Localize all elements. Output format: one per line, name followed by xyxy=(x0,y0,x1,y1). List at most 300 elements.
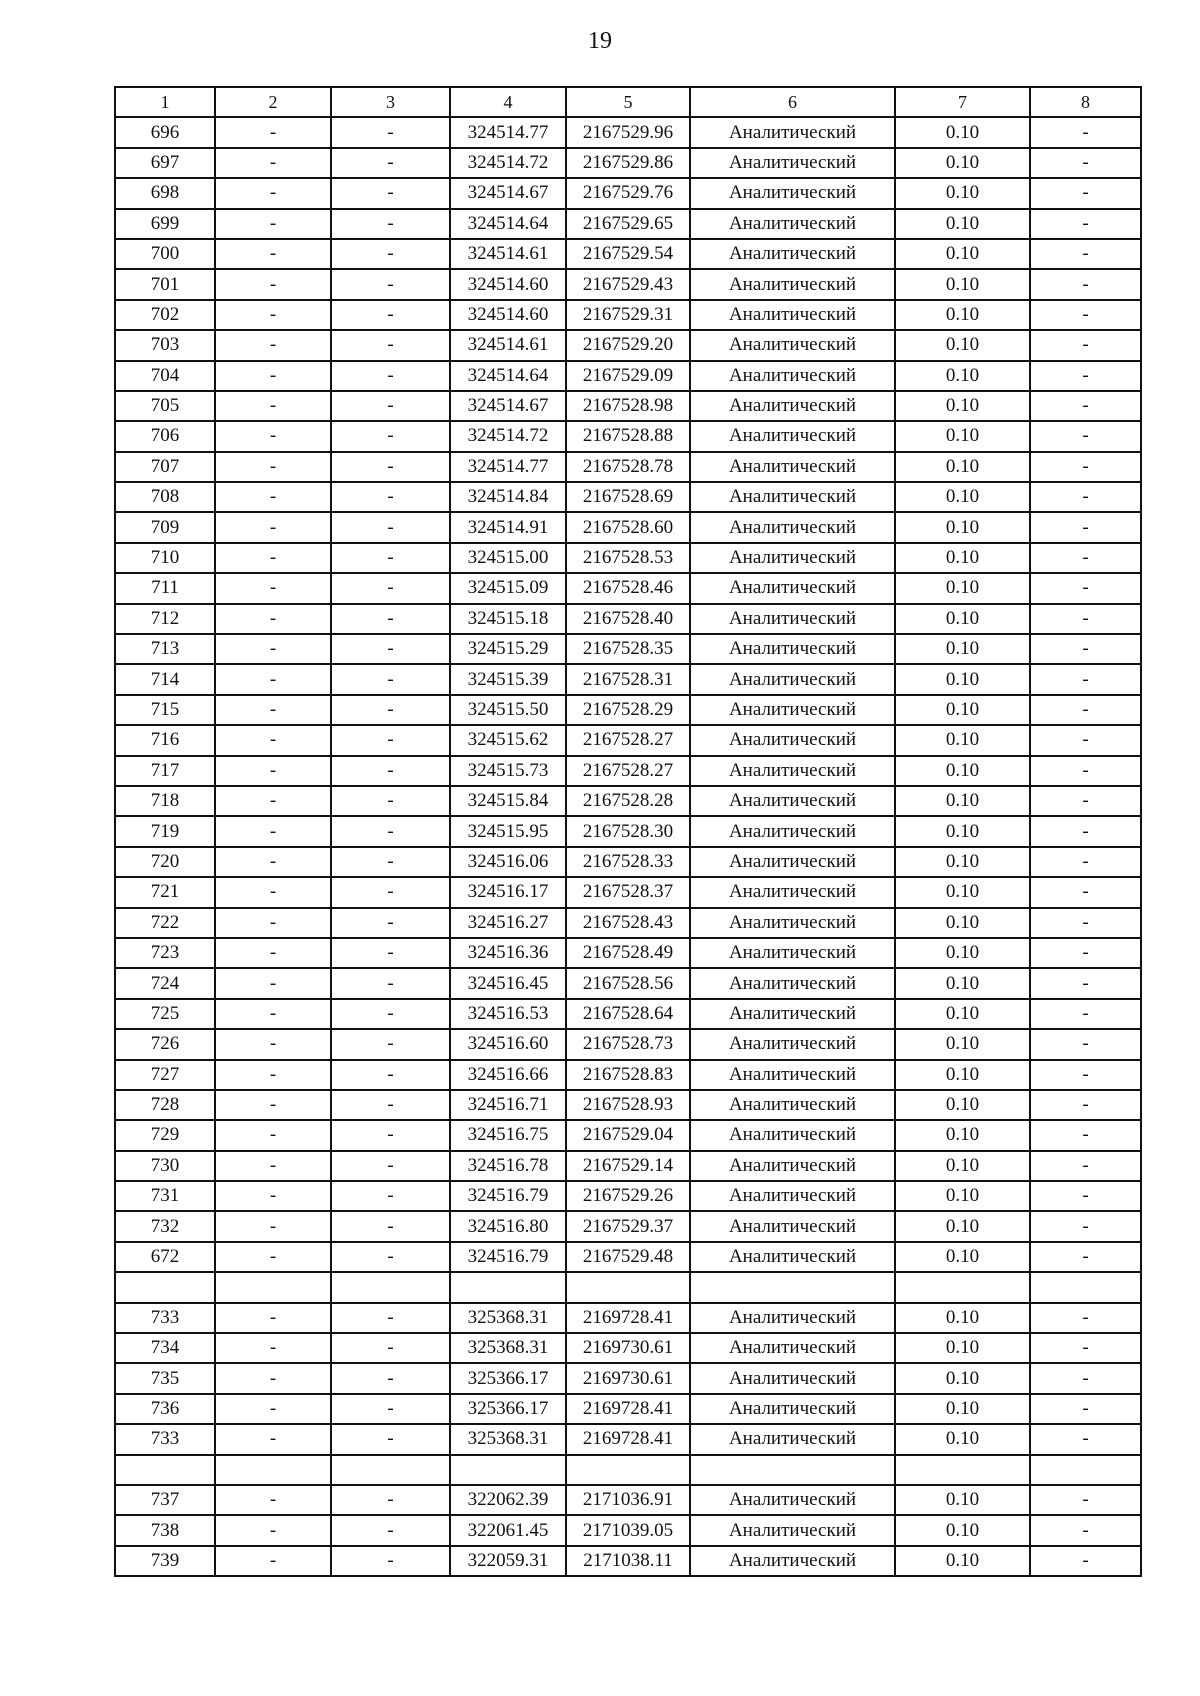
col3-cell: - xyxy=(331,1515,450,1545)
x-coordinate-cell: 324515.73 xyxy=(450,756,566,786)
x-coordinate-cell: 324514.84 xyxy=(450,482,566,512)
y-coordinate-cell: 2167528.60 xyxy=(566,512,690,542)
col8-cell: - xyxy=(1030,1181,1141,1211)
method-cell: Аналитический xyxy=(690,1333,895,1363)
col3-cell: - xyxy=(331,816,450,846)
point-number-cell: 708 xyxy=(115,482,215,512)
col3-cell: - xyxy=(331,1029,450,1059)
table-row xyxy=(115,664,1141,694)
col2-cell: - xyxy=(215,543,331,573)
x-coordinate-cell: 322059.31 xyxy=(450,1546,566,1576)
y-coordinate-cell: 2167529.48 xyxy=(566,1242,690,1272)
y-coordinate-cell: 2167529.14 xyxy=(566,1151,690,1181)
col2-cell: - xyxy=(215,1363,331,1393)
point-number-cell: 696 xyxy=(115,117,215,147)
column-header: 3 xyxy=(331,87,450,117)
x-coordinate-cell: 324514.61 xyxy=(450,330,566,360)
method-cell: Аналитический xyxy=(690,1060,895,1090)
method-cell: Аналитический xyxy=(690,695,895,725)
col8-cell: - xyxy=(1030,1120,1141,1150)
table-row xyxy=(115,1242,1141,1272)
table-row xyxy=(115,1181,1141,1211)
table-row xyxy=(115,421,1141,451)
y-coordinate-cell: 2167528.88 xyxy=(566,421,690,451)
col2-cell: - xyxy=(215,1394,331,1424)
table-row xyxy=(115,1303,1141,1333)
x-coordinate-cell: 324514.72 xyxy=(450,421,566,451)
col2-cell: - xyxy=(215,269,331,299)
point-number-cell: 725 xyxy=(115,999,215,1029)
col2-cell: - xyxy=(215,1211,331,1241)
table-row xyxy=(115,1515,1141,1545)
col8-cell: - xyxy=(1030,482,1141,512)
column-header: 4 xyxy=(450,87,566,117)
col8-cell: - xyxy=(1030,239,1141,269)
table-row xyxy=(115,786,1141,816)
method-cell: Аналитический xyxy=(690,391,895,421)
y-coordinate-cell: 2167528.31 xyxy=(566,664,690,694)
method-cell xyxy=(690,1272,895,1302)
point-number-cell: 719 xyxy=(115,816,215,846)
col8-cell: - xyxy=(1030,421,1141,451)
accuracy-cell: 0.10 xyxy=(895,361,1030,391)
col3-cell: - xyxy=(331,725,450,755)
point-number-cell: 728 xyxy=(115,1090,215,1120)
y-coordinate-cell: 2167528.93 xyxy=(566,1090,690,1120)
col2-cell: - xyxy=(215,1029,331,1059)
y-coordinate-cell: 2171038.11 xyxy=(566,1546,690,1576)
point-number-cell: 717 xyxy=(115,756,215,786)
table-row xyxy=(115,330,1141,360)
table-row xyxy=(115,178,1141,208)
y-coordinate-cell: 2167529.96 xyxy=(566,117,690,147)
accuracy-cell: 0.10 xyxy=(895,725,1030,755)
col8-cell: - xyxy=(1030,209,1141,239)
x-coordinate-cell: 324514.60 xyxy=(450,300,566,330)
table-row xyxy=(115,361,1141,391)
x-coordinate-cell: 324515.09 xyxy=(450,573,566,603)
coordinates-table xyxy=(114,86,1142,1577)
x-coordinate-cell: 324514.64 xyxy=(450,361,566,391)
point-number-cell: 738 xyxy=(115,1515,215,1545)
x-coordinate-cell: 324514.72 xyxy=(450,148,566,178)
y-coordinate-cell: 2167528.53 xyxy=(566,543,690,573)
x-coordinate-cell: 324516.80 xyxy=(450,1211,566,1241)
col3-cell: - xyxy=(331,877,450,907)
point-number-cell: 729 xyxy=(115,1120,215,1150)
col2-cell: - xyxy=(215,178,331,208)
point-number-cell: 703 xyxy=(115,330,215,360)
table-row xyxy=(115,573,1141,603)
col3-cell: - xyxy=(331,1363,450,1393)
method-cell: Аналитический xyxy=(690,847,895,877)
col2-cell: - xyxy=(215,300,331,330)
y-coordinate-cell: 2167528.40 xyxy=(566,604,690,634)
method-cell: Аналитический xyxy=(690,968,895,998)
col8-cell: - xyxy=(1030,452,1141,482)
table-row xyxy=(115,1272,1141,1302)
col3-cell: - xyxy=(331,1485,450,1515)
point-number-cell: 712 xyxy=(115,604,215,634)
table-row xyxy=(115,1211,1141,1241)
col8-cell: - xyxy=(1030,512,1141,542)
accuracy-cell: 0.10 xyxy=(895,148,1030,178)
method-cell: Аналитический xyxy=(690,1211,895,1241)
x-coordinate-cell: 324515.18 xyxy=(450,604,566,634)
col3-cell: - xyxy=(331,512,450,542)
point-number-cell: 672 xyxy=(115,1242,215,1272)
x-coordinate-cell xyxy=(450,1272,566,1302)
col2-cell: - xyxy=(215,634,331,664)
col8-cell: - xyxy=(1030,1546,1141,1576)
accuracy-cell: 0.10 xyxy=(895,664,1030,694)
accuracy-cell: 0.10 xyxy=(895,391,1030,421)
x-coordinate-cell: 324516.45 xyxy=(450,968,566,998)
point-number-cell: 710 xyxy=(115,543,215,573)
col2-cell: - xyxy=(215,756,331,786)
y-coordinate-cell: 2167528.30 xyxy=(566,816,690,846)
col8-cell: - xyxy=(1030,391,1141,421)
col8-cell: - xyxy=(1030,117,1141,147)
table-row xyxy=(115,1060,1141,1090)
table-row xyxy=(115,1363,1141,1393)
col3-cell: - xyxy=(331,664,450,694)
col8-cell: - xyxy=(1030,756,1141,786)
col3-cell: - xyxy=(331,330,450,360)
col8-cell: - xyxy=(1030,148,1141,178)
table-row xyxy=(115,816,1141,846)
col3-cell: - xyxy=(331,1424,450,1454)
method-cell: Аналитический xyxy=(690,999,895,1029)
col3-cell: - xyxy=(331,269,450,299)
col2-cell: - xyxy=(215,725,331,755)
col2-cell: - xyxy=(215,1181,331,1211)
col8-cell: - xyxy=(1030,178,1141,208)
method-cell: Аналитический xyxy=(690,725,895,755)
point-number-cell: 721 xyxy=(115,877,215,907)
y-coordinate-cell: 2167528.37 xyxy=(566,877,690,907)
col8-cell: - xyxy=(1030,847,1141,877)
method-cell: Аналитический xyxy=(690,209,895,239)
col2-cell: - xyxy=(215,938,331,968)
col8-cell: - xyxy=(1030,999,1141,1029)
accuracy-cell: 0.10 xyxy=(895,1394,1030,1424)
col3-cell: - xyxy=(331,999,450,1029)
table-row xyxy=(115,1485,1141,1515)
y-coordinate-cell: 2167529.04 xyxy=(566,1120,690,1150)
point-number-cell: 734 xyxy=(115,1333,215,1363)
x-coordinate-cell: 324514.77 xyxy=(450,117,566,147)
col2-cell: - xyxy=(215,148,331,178)
accuracy-cell xyxy=(895,1272,1030,1302)
col3-cell: - xyxy=(331,1211,450,1241)
table-row xyxy=(115,117,1141,147)
point-number-cell: 704 xyxy=(115,361,215,391)
page-number: 19 xyxy=(588,28,612,54)
col3-cell: - xyxy=(331,1546,450,1576)
table-row xyxy=(115,604,1141,634)
x-coordinate-cell: 324514.64 xyxy=(450,209,566,239)
y-coordinate-cell: 2167528.78 xyxy=(566,452,690,482)
col3-cell: - xyxy=(331,482,450,512)
accuracy-cell: 0.10 xyxy=(895,816,1030,846)
col3-cell: - xyxy=(331,1333,450,1363)
accuracy-cell: 0.10 xyxy=(895,1151,1030,1181)
point-number-cell: 735 xyxy=(115,1363,215,1393)
col8-cell: - xyxy=(1030,1363,1141,1393)
x-coordinate-cell: 324515.62 xyxy=(450,725,566,755)
col2-cell: - xyxy=(215,330,331,360)
accuracy-cell: 0.10 xyxy=(895,756,1030,786)
point-number-cell: 698 xyxy=(115,178,215,208)
accuracy-cell: 0.10 xyxy=(895,1363,1030,1393)
col8-cell: - xyxy=(1030,664,1141,694)
col3-cell: - xyxy=(331,1060,450,1090)
x-coordinate-cell: 324515.95 xyxy=(450,816,566,846)
accuracy-cell: 0.10 xyxy=(895,1120,1030,1150)
y-coordinate-cell: 2169728.41 xyxy=(566,1303,690,1333)
col3-cell: - xyxy=(331,604,450,634)
col3-cell: - xyxy=(331,1303,450,1333)
col8-cell: - xyxy=(1030,543,1141,573)
col3-cell: - xyxy=(331,178,450,208)
method-cell: Аналитический xyxy=(690,1120,895,1150)
table-row xyxy=(115,543,1141,573)
accuracy-cell: 0.10 xyxy=(895,1090,1030,1120)
point-number-cell: 730 xyxy=(115,1151,215,1181)
method-cell: Аналитический xyxy=(690,877,895,907)
col2-cell: - xyxy=(215,908,331,938)
col2-cell: - xyxy=(215,999,331,1029)
col3-cell: - xyxy=(331,391,450,421)
accuracy-cell: 0.10 xyxy=(895,1303,1030,1333)
y-coordinate-cell: 2167528.43 xyxy=(566,908,690,938)
point-number-cell: 737 xyxy=(115,1485,215,1515)
method-cell: Аналитический xyxy=(690,421,895,451)
accuracy-cell: 0.10 xyxy=(895,239,1030,269)
col8-cell: - xyxy=(1030,634,1141,664)
column-header: 5 xyxy=(566,87,690,117)
point-number-cell: 736 xyxy=(115,1394,215,1424)
x-coordinate-cell: 322061.45 xyxy=(450,1515,566,1545)
point-number-cell xyxy=(115,1272,215,1302)
accuracy-cell: 0.10 xyxy=(895,695,1030,725)
accuracy-cell: 0.10 xyxy=(895,178,1030,208)
col3-cell: - xyxy=(331,543,450,573)
x-coordinate-cell: 324514.60 xyxy=(450,269,566,299)
table-row xyxy=(115,1455,1141,1485)
x-coordinate-cell: 324515.50 xyxy=(450,695,566,725)
y-coordinate-cell: 2167528.27 xyxy=(566,756,690,786)
accuracy-cell: 0.10 xyxy=(895,877,1030,907)
accuracy-cell: 0.10 xyxy=(895,452,1030,482)
col3-cell: - xyxy=(331,1242,450,1272)
x-coordinate-cell: 324516.60 xyxy=(450,1029,566,1059)
y-coordinate-cell: 2167529.76 xyxy=(566,178,690,208)
point-number-cell: 720 xyxy=(115,847,215,877)
col3-cell: - xyxy=(331,938,450,968)
col2-cell xyxy=(215,1455,331,1485)
col8-cell: - xyxy=(1030,938,1141,968)
point-number-cell: 697 xyxy=(115,148,215,178)
col3-cell: - xyxy=(331,300,450,330)
accuracy-cell xyxy=(895,1455,1030,1485)
accuracy-cell: 0.10 xyxy=(895,847,1030,877)
method-cell: Аналитический xyxy=(690,664,895,694)
y-coordinate-cell xyxy=(566,1272,690,1302)
y-coordinate-cell: 2167528.28 xyxy=(566,786,690,816)
col3-cell: - xyxy=(331,1181,450,1211)
col3-cell: - xyxy=(331,695,450,725)
table-row xyxy=(115,1546,1141,1576)
col2-cell: - xyxy=(215,482,331,512)
method-cell: Аналитический xyxy=(690,1485,895,1515)
col8-cell: - xyxy=(1030,1029,1141,1059)
method-cell: Аналитический xyxy=(690,330,895,360)
col8-cell: - xyxy=(1030,1151,1141,1181)
x-coordinate-cell xyxy=(450,1455,566,1485)
x-coordinate-cell: 325368.31 xyxy=(450,1333,566,1363)
y-coordinate-cell: 2167529.65 xyxy=(566,209,690,239)
col8-cell: - xyxy=(1030,1242,1141,1272)
x-coordinate-cell: 324516.79 xyxy=(450,1242,566,1272)
col8-cell: - xyxy=(1030,361,1141,391)
y-coordinate-cell: 2167528.33 xyxy=(566,847,690,877)
x-coordinate-cell: 324515.39 xyxy=(450,664,566,694)
method-cell: Аналитический xyxy=(690,604,895,634)
col3-cell: - xyxy=(331,1394,450,1424)
col8-cell: - xyxy=(1030,908,1141,938)
col2-cell: - xyxy=(215,209,331,239)
col3-cell: - xyxy=(331,452,450,482)
col8-cell: - xyxy=(1030,877,1141,907)
column-header: 6 xyxy=(690,87,895,117)
table-header-row xyxy=(115,87,1141,117)
table-row xyxy=(115,452,1141,482)
point-number-cell: 716 xyxy=(115,725,215,755)
col2-cell: - xyxy=(215,786,331,816)
col2-cell: - xyxy=(215,1060,331,1090)
col8-cell: - xyxy=(1030,1090,1141,1120)
point-number-cell: 700 xyxy=(115,239,215,269)
x-coordinate-cell: 324514.91 xyxy=(450,512,566,542)
col2-cell: - xyxy=(215,1151,331,1181)
x-coordinate-cell: 324516.17 xyxy=(450,877,566,907)
y-coordinate-cell: 2167528.83 xyxy=(566,1060,690,1090)
method-cell: Аналитический xyxy=(690,543,895,573)
col2-cell: - xyxy=(215,512,331,542)
y-coordinate-cell: 2167529.86 xyxy=(566,148,690,178)
method-cell: Аналитический xyxy=(690,1151,895,1181)
table-row xyxy=(115,877,1141,907)
x-coordinate-cell: 322062.39 xyxy=(450,1485,566,1515)
table-row xyxy=(115,938,1141,968)
y-coordinate-cell: 2167528.27 xyxy=(566,725,690,755)
col2-cell: - xyxy=(215,1120,331,1150)
col2-cell: - xyxy=(215,664,331,694)
table-row xyxy=(115,756,1141,786)
accuracy-cell: 0.10 xyxy=(895,908,1030,938)
table-row xyxy=(115,847,1141,877)
col3-cell: - xyxy=(331,634,450,664)
table-row xyxy=(115,999,1141,1029)
table-row xyxy=(115,1120,1141,1150)
col2-cell: - xyxy=(215,877,331,907)
method-cell: Аналитический xyxy=(690,1090,895,1120)
col3-cell: - xyxy=(331,1090,450,1120)
col2-cell: - xyxy=(215,968,331,998)
column-header: 8 xyxy=(1030,87,1141,117)
col8-cell: - xyxy=(1030,786,1141,816)
method-cell: Аналитический xyxy=(690,1181,895,1211)
x-coordinate-cell: 324515.84 xyxy=(450,786,566,816)
col2-cell: - xyxy=(215,1485,331,1515)
table-row xyxy=(115,1090,1141,1120)
col8-cell: - xyxy=(1030,269,1141,299)
col2-cell: - xyxy=(215,1333,331,1363)
y-coordinate-cell: 2167529.43 xyxy=(566,269,690,299)
col2-cell: - xyxy=(215,695,331,725)
point-number-cell: 701 xyxy=(115,269,215,299)
method-cell: Аналитический xyxy=(690,300,895,330)
accuracy-cell: 0.10 xyxy=(895,1546,1030,1576)
col8-cell: - xyxy=(1030,330,1141,360)
accuracy-cell: 0.10 xyxy=(895,1333,1030,1363)
method-cell: Аналитический xyxy=(690,938,895,968)
y-coordinate-cell: 2171039.05 xyxy=(566,1515,690,1545)
method-cell xyxy=(690,1455,895,1485)
col2-cell: - xyxy=(215,1303,331,1333)
y-coordinate-cell: 2167528.64 xyxy=(566,999,690,1029)
column-header: 7 xyxy=(895,87,1030,117)
x-coordinate-cell: 324514.61 xyxy=(450,239,566,269)
accuracy-cell: 0.10 xyxy=(895,1060,1030,1090)
table-row xyxy=(115,148,1141,178)
x-coordinate-cell: 324516.71 xyxy=(450,1090,566,1120)
col2-cell: - xyxy=(215,1090,331,1120)
accuracy-cell: 0.10 xyxy=(895,117,1030,147)
table-row xyxy=(115,300,1141,330)
x-coordinate-cell: 324514.67 xyxy=(450,391,566,421)
col3-cell: - xyxy=(331,209,450,239)
table-row xyxy=(115,1333,1141,1363)
table-row xyxy=(115,512,1141,542)
table-row xyxy=(115,1394,1141,1424)
point-number-cell: 707 xyxy=(115,452,215,482)
y-coordinate-cell: 2167528.98 xyxy=(566,391,690,421)
method-cell: Аналитический xyxy=(690,148,895,178)
column-header: 2 xyxy=(215,87,331,117)
col8-cell xyxy=(1030,1455,1141,1485)
method-cell: Аналитический xyxy=(690,1242,895,1272)
col2-cell: - xyxy=(215,1242,331,1272)
col3-cell: - xyxy=(331,908,450,938)
col2-cell: - xyxy=(215,1546,331,1576)
accuracy-cell: 0.10 xyxy=(895,1242,1030,1272)
accuracy-cell: 0.10 xyxy=(895,209,1030,239)
accuracy-cell: 0.10 xyxy=(895,269,1030,299)
y-coordinate-cell: 2167529.31 xyxy=(566,300,690,330)
column-header: 1 xyxy=(115,87,215,117)
col2-cell xyxy=(215,1272,331,1302)
y-coordinate-cell: 2169730.61 xyxy=(566,1333,690,1363)
x-coordinate-cell: 324516.27 xyxy=(450,908,566,938)
table-row xyxy=(115,269,1141,299)
y-coordinate-cell: 2167528.35 xyxy=(566,634,690,664)
accuracy-cell: 0.10 xyxy=(895,330,1030,360)
x-coordinate-cell: 324516.79 xyxy=(450,1181,566,1211)
table-row xyxy=(115,1029,1141,1059)
